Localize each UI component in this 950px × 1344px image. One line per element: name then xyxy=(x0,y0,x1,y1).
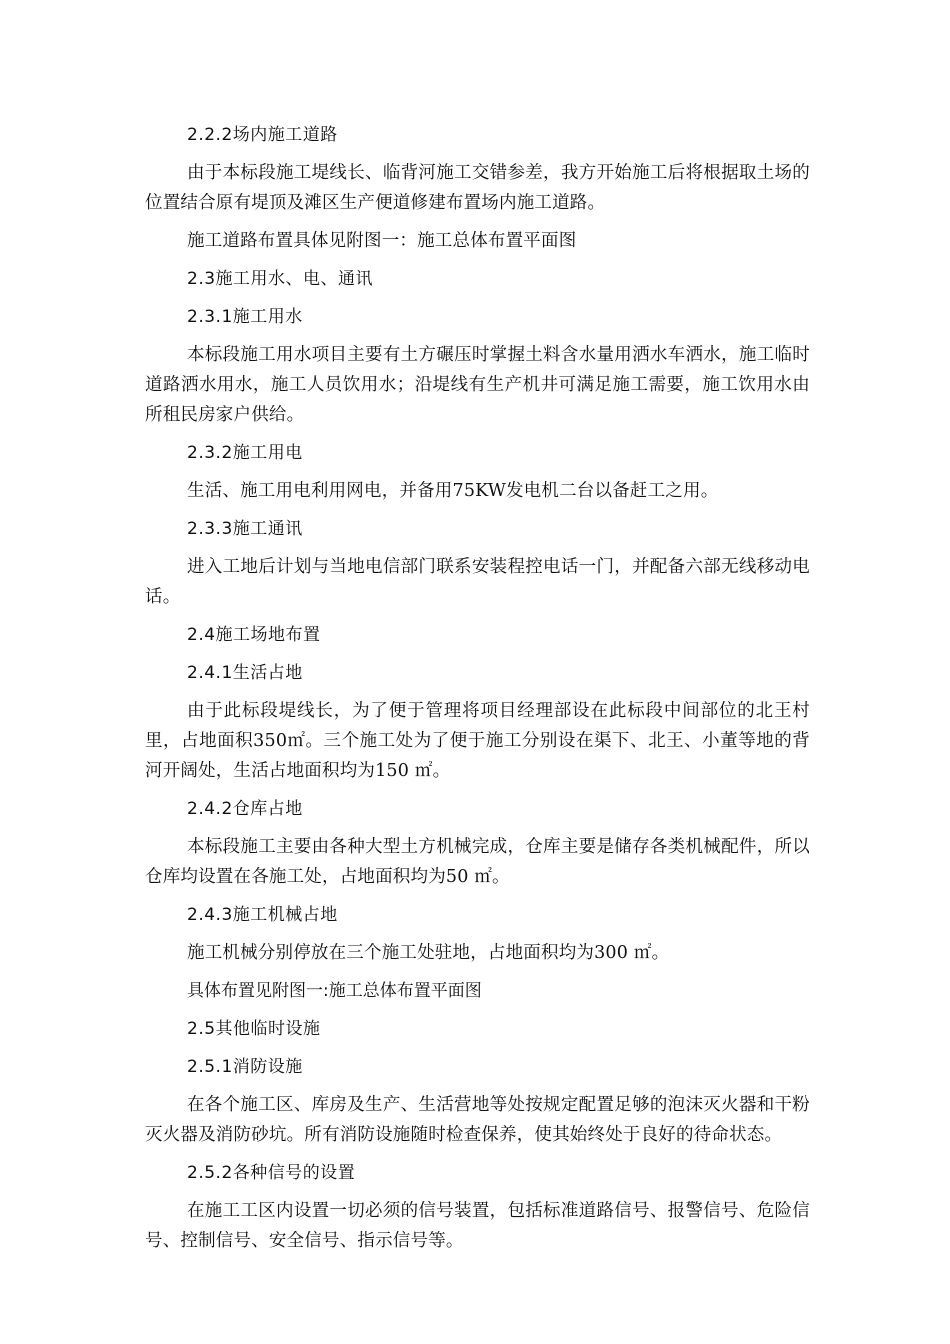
paragraph-warehouse: 本标段施工主要由各种大型土方机械完成，仓库主要是储存各类机械配件，所以仓库均设置在各施工处，占地面积均为50 ㎡。 xyxy=(145,837,810,887)
heading-2-4-3: 2.4.3施工机械占地 xyxy=(187,905,338,925)
paragraph-site-roads: 由于本标段施工堤线长、临背河施工交错参差，我方开始施工后将根据取土场的位置结合原有堤顶及滩区生产便道修建布置场内施工道路。 xyxy=(145,163,810,213)
heading-2-5: 2.5其他临时设施 xyxy=(187,1019,321,1039)
heading-2-4: 2.4施工场地布置 xyxy=(187,625,321,645)
heading-2-3-1: 2.3.1施工用水 xyxy=(187,307,303,327)
heading-2-2-2: 2.2.2场内施工道路 xyxy=(187,125,338,145)
paragraph-living-area: 由于此标段堤线长，为了便于管理将项目经理部设在此标段中间部位的北王村里，占地面积350㎡。三个施工处为了便于施工分别设在渠下、北王、小董等地的背河开阔处，生活占地面积均为150 ㎡。 xyxy=(145,701,810,781)
document-body xyxy=(145,120,810,1264)
paragraph-machinery-area: 施工机械分别停放在三个施工处驻地，占地面积均为300 ㎡。 xyxy=(187,943,670,963)
heading-2-3: 2.3施工用水、电、通讯 xyxy=(187,269,374,289)
heading-2-4-1: 2.4.1生活占地 xyxy=(187,663,303,683)
heading-2-3-3: 2.3.3施工通讯 xyxy=(187,519,303,539)
heading-2-3-2: 2.3.2施工用电 xyxy=(187,443,303,463)
paragraph-signals: 在施工工区内设置一切必须的信号装置，包括标准道路信号、报警信号、危险信号、控制信号、安全信号、指示信号等。 xyxy=(145,1201,810,1251)
heading-2-4-2: 2.4.2仓库占地 xyxy=(187,799,303,819)
heading-2-5-1: 2.5.1消防设施 xyxy=(187,1057,303,1077)
paragraph-fire: 在各个施工区、库房及生产、生活营地等处按规定配置足够的泡沫灭火器和干粉灭火器及消防砂坑。所有消防设施随时检查保养，使其始终处于良好的待命状态。 xyxy=(145,1095,810,1145)
paragraph-water: 本标段施工用水项目主要有土方碾压时掌握土料含水量用洒水车洒水，施工临时道路洒水用水，施工人员饮用水；沿堤线有生产机井可满足施工需要，施工饮用水由所租民房家户供给。 xyxy=(145,345,810,425)
paragraph-communication: 进入工地后计划与当地电信部门联系安装程控电话一门，并配备六部无线移动电话。 xyxy=(145,557,810,607)
paragraph-electricity: 生活、施工用电利用网电，并备用75KW发电机二台以备赶工之用。 xyxy=(187,481,719,501)
paragraph-road-layout-ref: 施工道路布置具体见附图一：施工总体布置平面图 xyxy=(187,231,577,251)
paragraph-layout-ref: 具体布置见附图一:施工总体布置平面图 xyxy=(187,981,482,1001)
heading-2-5-2: 2.5.2各种信号的设置 xyxy=(187,1163,356,1183)
